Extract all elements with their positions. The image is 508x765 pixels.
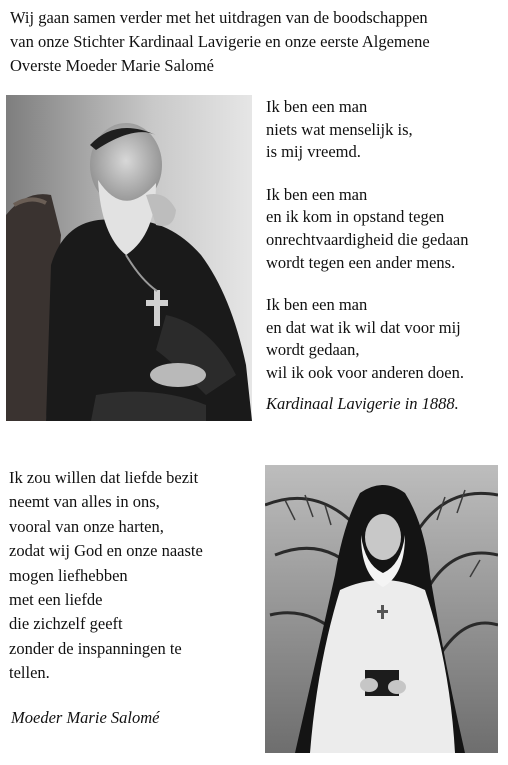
poem-line: mogen liefhebben (9, 565, 128, 585)
poem-line: Ik zou willen dat liefde bezit (9, 468, 199, 487)
poem-line: wil ik ook voor anderen doen. (266, 362, 464, 382)
lavigerie-signature: Kardinaal Lavigerie in 1888. (266, 394, 459, 413)
poem-line: met een liefde (9, 590, 103, 610)
poem-line: zonder de inspanningen te (9, 638, 182, 658)
poem-line: wordt gedaan, (266, 340, 360, 360)
intro-line: Wij gaan samen verder met het uitdragen van de boodschappen (10, 8, 428, 27)
poem-line: die zichzelf geeft (9, 614, 123, 634)
salome-poem (9, 466, 203, 686)
intro-line: van onze Stichter Kardinaal Lavigerie en onze eerste Algemene (10, 32, 430, 51)
salome-signature: Moeder Marie Salomé (11, 708, 160, 727)
intro-line: Overste Moeder Marie Salomé (10, 56, 214, 75)
mother-salome-photo (265, 465, 498, 753)
lavigerie-poem (266, 96, 469, 385)
poem-line: Ik ben een man (266, 295, 368, 315)
intro-text (10, 6, 500, 78)
poem-line: wordt tegen een ander mens. (266, 252, 456, 272)
poem-line: tellen. (9, 663, 50, 683)
poem-line: onrechtvaardigheid die gedaan (266, 229, 469, 249)
poem-line: zodat wij God en onze naaste (9, 541, 203, 561)
poem-line: vooral van onze harten, (9, 516, 164, 536)
poem-line: Ik ben een man (266, 184, 368, 204)
poem-line: Ik ben een man (266, 97, 368, 116)
poem-line: en dat wat ik wil dat voor mij (266, 317, 461, 337)
cardinal-portrait-photo (6, 95, 252, 421)
poem-line: is mij vreemd. (266, 142, 361, 162)
poem-line: neemt van alles in ons, (9, 492, 160, 512)
poem-line: niets wat menselijk is, (266, 119, 413, 139)
poem-line: en ik kom in opstand tegen (266, 207, 445, 227)
